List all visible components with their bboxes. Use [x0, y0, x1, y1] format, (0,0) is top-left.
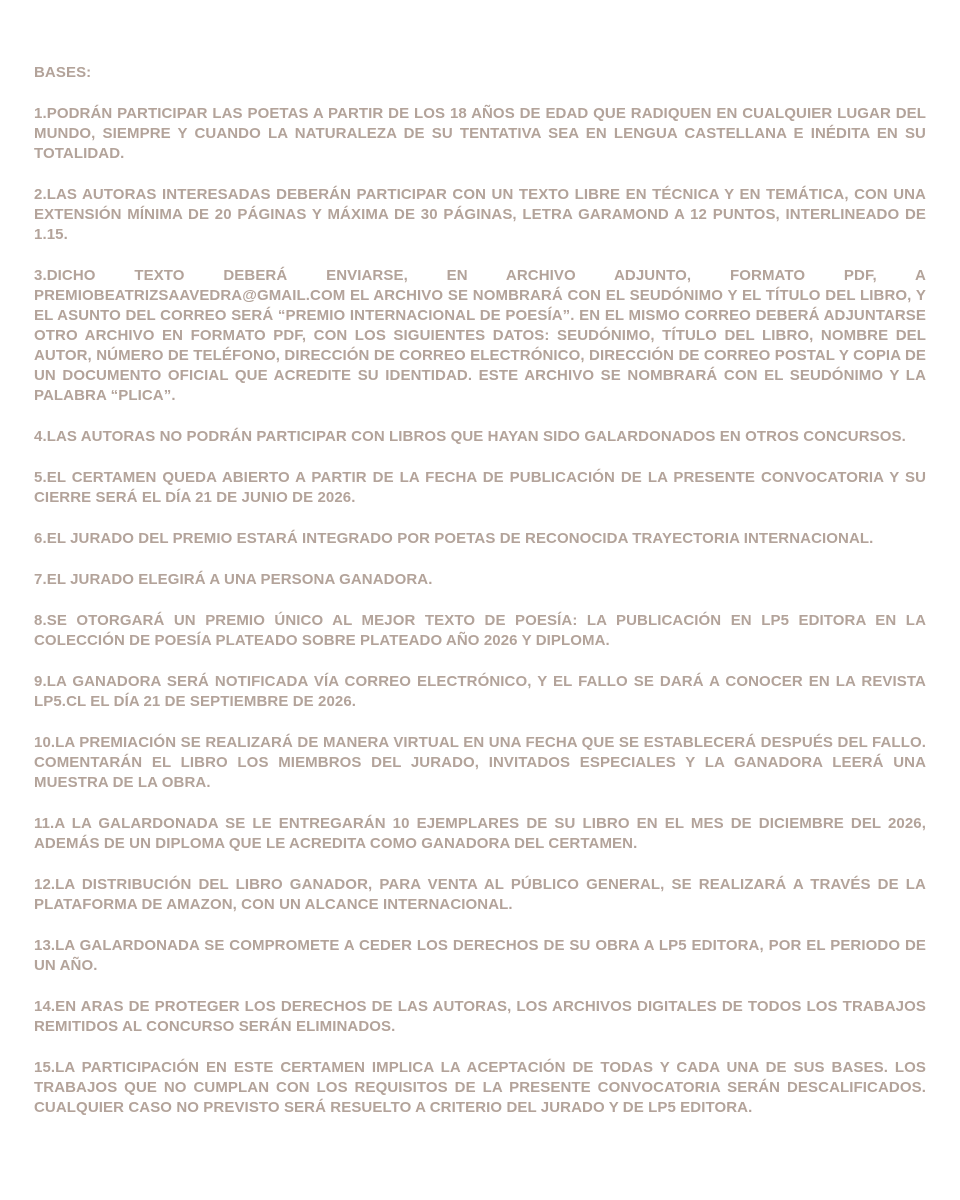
document-body — [34, 63, 926, 1139]
clause-11: 11.A LA GALARDONADA SE LE ENTREGARÁN 10 EJEMPLARES DE SU LIBRO EN EL MES DE DICIEMBRE DEL 2026, ADEMÁS DE UN DIPLOMA QUE LE ACREDITA COMO GANADORA DEL CERTAMEN. — [34, 815, 926, 852]
clause-8: 8.SE OTORGARÁ UN PREMIO ÚNICO AL MEJOR TEXTO DE POESÍA: LA PUBLICACIÓN EN LP5 EDITORA EN LA COLECCIÓN DE POESÍA PLATEADO SOBRE PLATEADO AÑO 2026 Y DIPLOMA. — [34, 612, 926, 649]
clause-9: 9.LA GANADORA SERÁ NOTIFICADA VÍA CORREO ELECTRÓNICO, Y EL FALLO SE DARÁ A CONOCER EN LA REVISTA LP5.CL EL DÍA 21 DE SEPTIEMBRE DE 2026. — [34, 673, 926, 710]
clause-1: 1.PODRÁN PARTICIPAR LAS POETAS A PARTIR DE LOS 18 AÑOS DE EDAD QUE RADIQUEN EN CUALQUIER LUGAR DEL MUNDO, SIEMPRE Y CUANDO LA NATURALEZA DE SU TENTATIVA SEA EN LENGUA CASTELLANA E INÉDITA EN SU TOTALIDAD. — [34, 105, 926, 162]
clause-5: 5.EL CERTAMEN QUEDA ABIERTO A PARTIR DE LA FECHA DE PUBLICACIÓN DE LA PRESENTE CONVOCATORIA Y SU CIERRE SERÁ EL DÍA 21 DE JUNIO DE 2026. — [34, 469, 926, 506]
clause-3: 3.DICHO TEXTO DEBERÁ ENVIARSE, EN ARCHIVO ADJUNTO, FORMATO PDF, A PREMIOBEATRIZSAAVEDRA@GMAIL.COM EL ARCHIVO SE NOMBRARÁ CON EL SEUDÓNIMO Y EL TÍTULO DEL LIBRO, Y EL ASUNTO DEL CORREO SERÁ “PREMIO INTERNACIONAL DE POESÍA”. EN EL MISMO CORREO DEBERÁ ADJUNTARSE OTRO ARCHIVO EN FORMATO PDF, CON LOS SIGUIENTES DATOS: SEUDÓNIMO, TÍTULO DEL LIBRO, NOMBRE DEL AUTOR, NÚMERO DE TELÉFONO, DIRECCIÓN DE CORREO ELECTRÓNICO, DIRECCIÓN DE CORREO POSTAL Y COPIA DE UN DOCUMENTO OFICIAL QUE ACREDITE SU IDENTIDAD. ESTE ARCHIVO SE NOMBRARÁ CON EL SEUDÓNIMO Y LA PALABRA “PLICA”. — [34, 267, 926, 404]
clause-7: 7.EL JURADO ELEGIRÁ A UNA PERSONA GANADORA. — [34, 571, 433, 588]
clause-6: 6.EL JURADO DEL PREMIO ESTARÁ INTEGRADO POR POETAS DE RECONOCIDA TRAYECTORIA INTERNACIONAL. — [34, 530, 874, 547]
clause-14: 14.EN ARAS DE PROTEGER LOS DERECHOS DE LAS AUTORAS, LOS ARCHIVOS DIGITALES DE TODOS LOS TRABAJOS REMITIDOS AL CONCURSO SERÁN ELIMINADOS. — [34, 998, 926, 1035]
bases-heading: BASES: — [34, 64, 92, 81]
clause-12: 12.LA DISTRIBUCIÓN DEL LIBRO GANADOR, PARA VENTA AL PÚBLICO GENERAL, SE REALIZARÁ A TRAVÉS DE LA PLATAFORMA DE AMAZON, CON UN ALCANCE INTERNACIONAL. — [34, 876, 926, 913]
clause-15: 15.LA PARTICIPACIÓN EN ESTE CERTAMEN IMPLICA LA ACEPTACIÓN DE TODAS Y CADA UNA DE SUS BASES. LOS TRABAJOS QUE NO CUMPLAN CON LOS REQUISITOS DE LA PRESENTE CONVOCATORIA SERÁN DESCALIFICADOS. CUALQUIER CASO NO PREVISTO SERÁ RESUELTO A CRITERIO DEL JURADO Y DE LP5 EDITORA. — [34, 1059, 926, 1116]
clause-13: 13.LA GALARDONADA SE COMPROMETE A CEDER LOS DERECHOS DE SU OBRA A LP5 EDITORA, POR EL PERIODO DE UN AÑO. — [34, 937, 926, 974]
clause-4: 4.LAS AUTORAS NO PODRÁN PARTICIPAR CON LIBROS QUE HAYAN SIDO GALARDONADOS EN OTROS CONCURSOS. — [34, 428, 906, 445]
clause-10: 10.LA PREMIACIÓN SE REALIZARÁ DE MANERA VIRTUAL EN UNA FECHA QUE SE ESTABLECERÁ DESPUÉS DEL FALLO. COMENTARÁN EL LIBRO LOS MIEMBROS DEL JURADO, INVITADOS ESPECIALES Y LA GANADORA LEERÁ UNA MUESTRA DE LA OBRA. — [34, 734, 926, 791]
clause-2: 2.LAS AUTORAS INTERESADAS DEBERÁN PARTICIPAR CON UN TEXTO LIBRE EN TÉCNICA Y EN TEMÁTICA, CON UNA EXTENSIÓN MÍNIMA DE 20 PÁGINAS Y MÁXIMA DE 30 PÁGINAS, LETRA GARAMOND A 12 PUNTOS, INTERLINEADO DE 1.15. — [34, 186, 926, 243]
